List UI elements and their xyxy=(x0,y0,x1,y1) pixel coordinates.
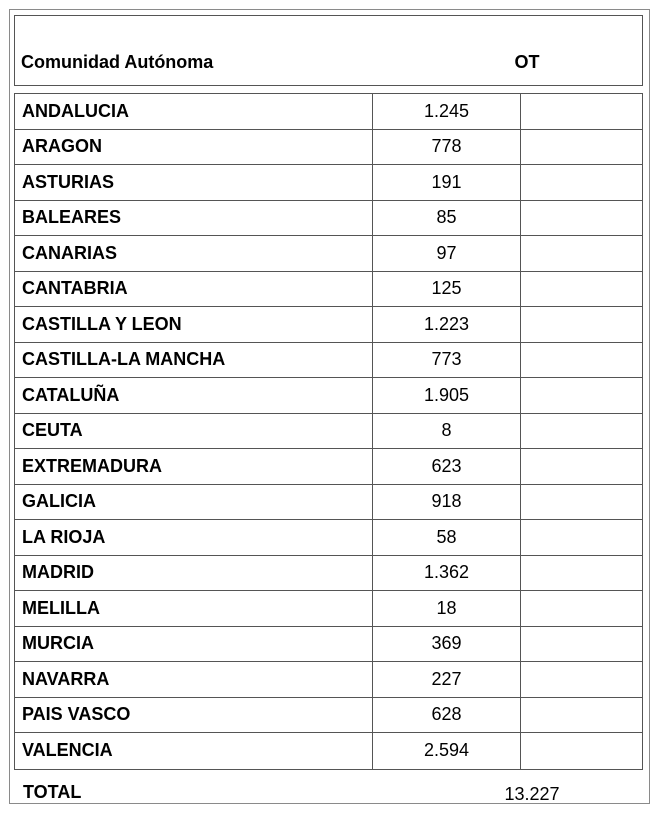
region-name-cell: CASTILLA-LA MANCHA xyxy=(15,343,373,378)
empty-cell xyxy=(521,378,642,413)
empty-cell xyxy=(521,165,642,200)
column-header-comunidad: Comunidad Autónoma xyxy=(21,52,214,72)
region-name-cell: LA RIOJA xyxy=(15,520,373,555)
table-row xyxy=(15,414,642,450)
empty-cell xyxy=(521,201,642,236)
region-name-cell: MADRID xyxy=(15,556,373,591)
ot-value-cell: 191 xyxy=(373,165,521,200)
empty-cell xyxy=(521,94,642,129)
region-name-cell: CEUTA xyxy=(15,414,373,449)
empty-cell xyxy=(521,627,642,662)
empty-cell xyxy=(521,449,642,484)
empty-cell xyxy=(521,343,642,378)
region-name-cell: VALENCIA xyxy=(15,733,373,769)
ot-value-cell: 125 xyxy=(373,272,521,307)
ot-value-cell: 623 xyxy=(373,449,521,484)
region-name-cell: GALICIA xyxy=(15,485,373,520)
column-header-ot: OT xyxy=(514,52,540,72)
empty-cell xyxy=(521,307,642,342)
empty-cell xyxy=(521,272,642,307)
table-row xyxy=(15,343,642,379)
region-name-cell: BALEARES xyxy=(15,201,373,236)
empty-cell xyxy=(521,130,642,165)
ot-value-cell: 227 xyxy=(373,662,521,697)
total-row xyxy=(21,782,643,806)
total-value: 13.227 xyxy=(504,784,560,804)
table-row xyxy=(15,130,642,166)
table-row xyxy=(15,485,642,521)
region-name-cell: NAVARRA xyxy=(15,662,373,697)
empty-cell xyxy=(521,662,642,697)
ot-value-cell: 778 xyxy=(373,130,521,165)
total-label: TOTAL xyxy=(23,782,82,802)
empty-cell xyxy=(521,520,642,555)
table-row xyxy=(15,449,642,485)
ot-value-cell: 1.905 xyxy=(373,378,521,413)
ot-value-cell: 2.594 xyxy=(373,733,521,769)
data-table xyxy=(14,93,643,770)
empty-cell xyxy=(521,556,642,591)
empty-cell xyxy=(521,733,642,769)
region-name-cell: ANDALUCIA xyxy=(15,94,373,129)
region-name-cell: MELILLA xyxy=(15,591,373,626)
region-name-cell: MURCIA xyxy=(15,627,373,662)
table-row xyxy=(15,698,642,734)
region-name-cell: CANTABRIA xyxy=(15,272,373,307)
table-row xyxy=(15,378,642,414)
table-row xyxy=(15,94,642,130)
ot-value-cell: 1.362 xyxy=(373,556,521,591)
empty-cell xyxy=(521,236,642,271)
table-row xyxy=(15,165,642,201)
table-row xyxy=(15,520,642,556)
table-row xyxy=(15,201,642,237)
table-row xyxy=(15,733,642,769)
empty-cell xyxy=(521,414,642,449)
table-row xyxy=(15,236,642,272)
ot-value-cell: 8 xyxy=(373,414,521,449)
table-row xyxy=(15,627,642,663)
ot-value-cell: 773 xyxy=(373,343,521,378)
ot-value-cell: 58 xyxy=(373,520,521,555)
ot-value-cell: 18 xyxy=(373,591,521,626)
ot-value-cell: 85 xyxy=(373,201,521,236)
region-name-cell: CATALUÑA xyxy=(15,378,373,413)
ot-value-cell: 369 xyxy=(373,627,521,662)
ot-value-cell: 97 xyxy=(373,236,521,271)
ot-value-cell: 1.245 xyxy=(373,94,521,129)
region-name-cell: PAIS VASCO xyxy=(15,698,373,733)
table-header xyxy=(21,52,643,76)
empty-cell xyxy=(521,698,642,733)
ot-value-cell: 628 xyxy=(373,698,521,733)
table-row xyxy=(15,662,642,698)
region-name-cell: CASTILLA Y LEON xyxy=(15,307,373,342)
table-row xyxy=(15,591,642,627)
region-name-cell: EXTREMADURA xyxy=(15,449,373,484)
empty-cell xyxy=(521,485,642,520)
region-name-cell: CANARIAS xyxy=(15,236,373,271)
ot-value-cell: 1.223 xyxy=(373,307,521,342)
ot-value-cell: 918 xyxy=(373,485,521,520)
empty-cell xyxy=(521,591,642,626)
table-row xyxy=(15,272,642,308)
table-row xyxy=(15,556,642,592)
region-name-cell: ASTURIAS xyxy=(15,165,373,200)
region-name-cell: ARAGON xyxy=(15,130,373,165)
table-row xyxy=(15,307,642,343)
